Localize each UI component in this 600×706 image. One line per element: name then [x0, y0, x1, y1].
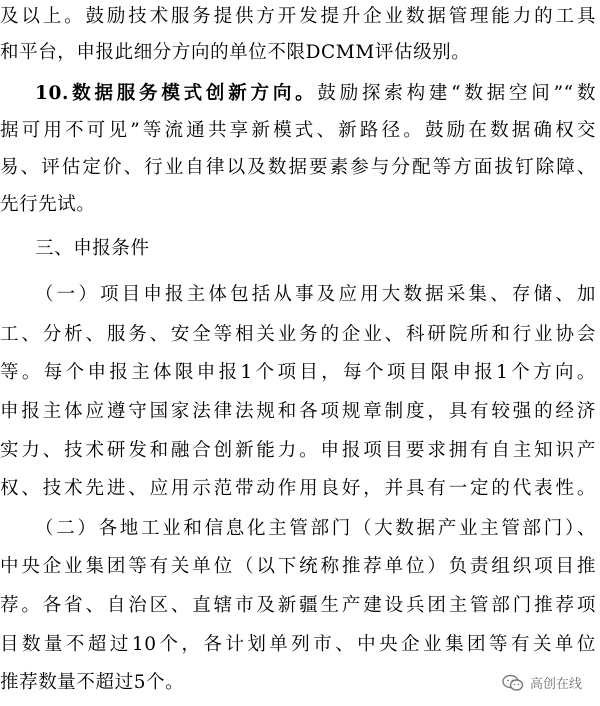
text-span: 鼓励探索构建“数据空间”“数 [317, 83, 596, 104]
text-line: 和平台，申报此细分方向的单位不限DCMM评估级别。 [0, 42, 471, 63]
text-line: 权、技术先进、应用示范带动作用良好，并具有一定的代表性。 [0, 478, 596, 499]
text-line: （二）各地工业和信息化主管部门（大数据产业主管部门）、 [35, 518, 596, 539]
text-line [0, 77, 600, 111]
text-line: 及以上。鼓励技术服务提供方开发提升企业数据管理能力的工具 [0, 6, 596, 27]
text-line: 申报主体应遵守国家法律法规和各项规章制度，具有较强的经济 [0, 401, 596, 422]
watermark-text: 高创在线 [529, 677, 582, 692]
text-line: 目数量不超过10个，各计划单列市、中央企业集团等有关单位 [0, 634, 596, 655]
text-line: 易、评估定价、行业自律以及数据要素参与分配等方面拔钉除障、 [0, 157, 596, 178]
text-line: 实力、技术研发和融合创新能力。申报项目要求拥有自主知识产 [0, 440, 596, 461]
watermark [502, 673, 582, 692]
text-line: （一）项目申报主体包括从事及应用大数据采集、存储、加 [35, 284, 596, 305]
section-item-title: 10.数据服务模式创新方向。 [35, 83, 318, 104]
text-line: 推荐数量不超过5个。 [0, 672, 185, 693]
wechat-icon [502, 674, 524, 692]
section-heading: 三、申报条件 [35, 238, 150, 259]
text-line: 工、分析、服务、安全等相关业务的企业、科研院所和行业协会 [0, 324, 596, 345]
text-line: 中央企业集团等有关单位（以下统称推荐单位）负责组织项目推 [0, 556, 596, 577]
text-line: 先行先试。 [0, 194, 96, 215]
text-line: 等。每个申报主体限申报1个项目，每个项目限申报1个方向。 [0, 362, 596, 383]
text-line: 荐。各省、自治区、直辖市及新疆生产建设兵团主管部门推荐项 [0, 595, 596, 616]
text-line: 据可用不可见”等流通共享新模式、新路径。鼓励在数据确权交 [0, 120, 596, 141]
